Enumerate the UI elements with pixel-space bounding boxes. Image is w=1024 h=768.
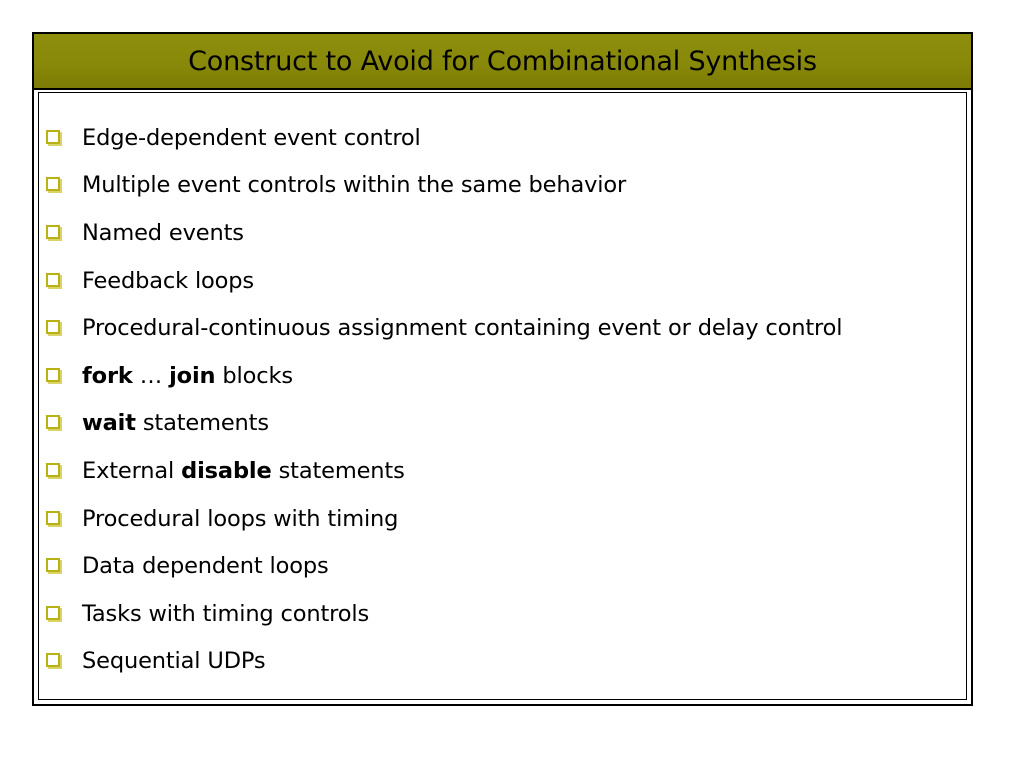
hollow-square-bullet-icon [46, 273, 60, 287]
list-item-text [82, 125, 421, 151]
item-text-segment: … [132, 362, 170, 389]
item-text-segment: Data dependent loops [82, 553, 329, 580]
list-item [46, 495, 961, 543]
list-item [46, 590, 961, 638]
list-item [46, 447, 961, 495]
item-text-segment: statements [271, 457, 405, 484]
list-item [46, 162, 961, 210]
hollow-square-bullet-icon [46, 225, 60, 239]
hollow-square-bullet-icon [46, 558, 60, 572]
list-item [46, 638, 961, 686]
item-text-segment: Procedural-continuous assignment containing event or delay control [82, 315, 843, 342]
hollow-square-bullet-icon [46, 320, 60, 334]
list-item-text [82, 553, 329, 579]
list-item-text [82, 268, 254, 294]
list-item-text [82, 410, 269, 436]
hollow-square-bullet-icon [46, 511, 60, 525]
hollow-square-bullet-icon [46, 130, 60, 144]
slide-frame [32, 32, 973, 706]
list-item [46, 304, 961, 352]
bullet-list [46, 114, 961, 685]
keyword-text: disable [181, 457, 272, 484]
list-item [46, 257, 961, 305]
list-item-text [82, 648, 265, 674]
item-text-segment: Procedural loops with timing [82, 505, 399, 532]
list-item-text [82, 363, 293, 389]
keyword-text: join [169, 362, 216, 389]
item-text-segment: Multiple event controls within the same behavior [82, 172, 627, 199]
item-text-segment: Sequential UDPs [82, 648, 266, 675]
list-item-text [82, 506, 398, 532]
list-item [46, 352, 961, 400]
keyword-text: wait [82, 410, 136, 437]
item-text-segment: Edge-dependent event control [82, 124, 421, 151]
hollow-square-bullet-icon [46, 415, 60, 429]
list-item [46, 542, 961, 590]
item-text-segment: External [82, 457, 182, 484]
list-item-text [82, 315, 842, 341]
hollow-square-bullet-icon [46, 463, 60, 477]
list-item-text [82, 220, 244, 246]
list-item [46, 400, 961, 448]
slide-title: Construct to Avoid for Combinational Synthesis [188, 45, 817, 77]
hollow-square-bullet-icon [46, 368, 60, 382]
list-item-text [82, 458, 405, 484]
item-text-segment: blocks [215, 362, 293, 389]
list-item-text [82, 172, 626, 198]
keyword-text: fork [82, 362, 133, 389]
hollow-square-bullet-icon [46, 653, 60, 667]
hollow-square-bullet-icon [46, 177, 60, 191]
list-item-text [82, 601, 369, 627]
item-text-segment: statements [135, 410, 269, 437]
item-text-segment: Named events [82, 219, 244, 246]
list-item [46, 209, 961, 257]
list-item [46, 114, 961, 162]
item-text-segment: Tasks with timing controls [82, 600, 370, 627]
title-bar [34, 34, 971, 90]
item-text-segment: Feedback loops [82, 267, 254, 294]
hollow-square-bullet-icon [46, 606, 60, 620]
